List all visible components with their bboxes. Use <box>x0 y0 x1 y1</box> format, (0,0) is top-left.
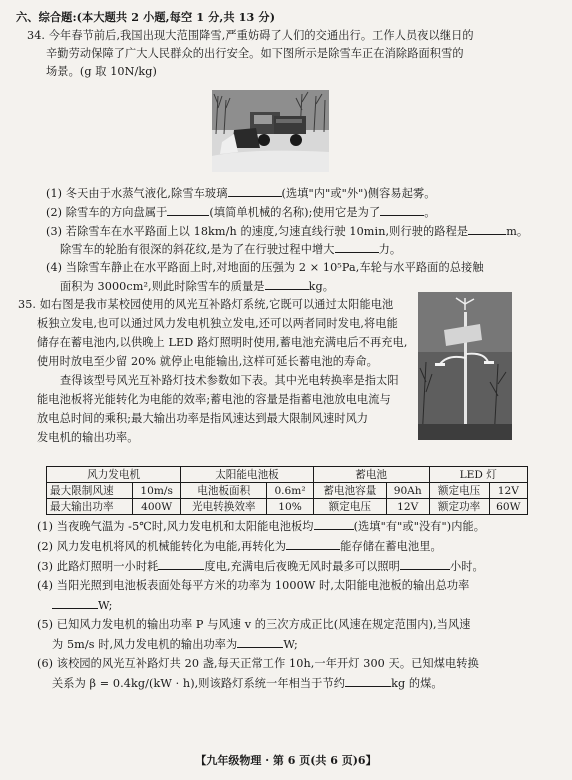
q35-part-6: (6) 该校园的风光互补路灯共 20 盏,每天正常工作 10h,一年开灯 300 天。已知煤电转换 <box>37 657 479 670</box>
q34-p4-answer-blank[interactable] <box>265 278 309 290</box>
q35-part-6-line-2: 关系为 β = 0.4kg/(kW · h),则该路灯系统一年相当于节约 kg 的煤。 <box>52 677 443 690</box>
q34-intro-line-2: 辛勤劳动保障了广大人民群众的出行安全。如下图所示是除雪车正在消除路面积雪的 <box>46 47 464 60</box>
q34-p3-answer-blank-2[interactable] <box>335 241 379 253</box>
q34-p2-answer-blank-2[interactable] <box>380 204 424 216</box>
q35-part-3: (3) 此路灯照明一小时耗 度电,充满电后夜晚无风时最多可以照明 小时。 <box>37 560 484 573</box>
q34-p2-answer-blank-1[interactable] <box>167 204 209 216</box>
q34-part-2: (2) 除雪车的方向盘属于 (填简单机械的名称);使用它是为了 。 <box>46 206 436 219</box>
table-cell: 电池板面积 <box>181 483 267 499</box>
spec-table-header-row <box>47 467 528 483</box>
q34-part-3: (3) 若除雪车在水平路面上以 18km/h 的速度,匀速直线行驶 10min,则行驶的路程是 m。 <box>46 225 529 238</box>
table-cell: 最大限制风速 <box>47 483 133 499</box>
table-cell: 400W <box>133 499 181 515</box>
q35-p4-answer-blank[interactable] <box>52 597 98 609</box>
q34-part-3-line-2: 除雪车的轮胎有很深的斜花纹,是为了在行驶过程中增大 力。 <box>60 243 402 256</box>
q34-part-4-line-2: 面积为 3000cm²,则此时除雪车的质量是 kg。 <box>60 280 335 293</box>
table-cell: 蓄电池容量 <box>313 483 386 499</box>
table-cell: 60W <box>489 499 527 515</box>
q34-p3-answer-blank-1[interactable] <box>468 223 506 235</box>
q35-part-4-line-2: W; <box>52 597 113 613</box>
q35-intro-line-1: 35. 如右图是我市某校园使用的风光互补路灯系统,它既可以通过太阳能电池 <box>18 298 394 311</box>
q35-intro-line-6: 能电池板将光能转化为电能的效率;蓄电池的容量是指蓄电池放电电流与 <box>37 393 391 406</box>
spec-header-wind: 风力发电机 <box>47 467 181 483</box>
q35-p3-answer-blank-1[interactable] <box>158 558 204 570</box>
page-footer: 【九年级物理 · 第 6 页(共 6 页)6】 <box>195 754 377 767</box>
table-row <box>47 499 528 515</box>
q34-part-4: (4) 当除雪车静止在水平路面上时,对地面的压强为 2 × 10⁵Pa,车轮与水平路面的总接触 <box>46 261 484 274</box>
q35-p3-answer-blank-2[interactable] <box>400 558 450 570</box>
q35-intro-line-8: 发电机的输出功率。 <box>37 431 139 444</box>
table-cell: 光电转换效率 <box>181 499 267 515</box>
table-cell: 额定电压 <box>313 499 386 515</box>
spec-header-led: LED 灯 <box>429 467 528 483</box>
q34-part-1: (1) 冬天由于水蒸气液化,除雪车玻璃 (选填"内"或"外")侧容易起雾。 <box>46 187 436 200</box>
q35-intro-line-7: 放电总时间的乘积;最大输出功率是指风速达到最大限制风速时风力 <box>37 412 369 425</box>
table-cell: 最大输出功率 <box>47 499 133 515</box>
q35-p2-answer-blank[interactable] <box>286 538 340 550</box>
q35-p1-answer-blank[interactable] <box>314 518 354 530</box>
q35-p6-answer-blank[interactable] <box>345 675 391 687</box>
table-cell: 0.6m² <box>267 483 314 499</box>
q35-intro-line-2: 板独立发电,也可以通过风力发电机独立发电,还可以两者同时发电,将电能 <box>37 317 398 330</box>
spec-header-solar: 太阳能电池板 <box>181 467 314 483</box>
q34-p1-answer-blank[interactable] <box>228 185 282 197</box>
q35-intro-line-4: 使用时放电至少留 20% 就停止电能输出,这样可延长蓄电池的寿命。 <box>37 355 378 368</box>
q34-intro-line-1: 34. 今年春节前后,我国出现大范围降雪,严重妨碍了人们的交通出行。工作人员夜以继日的 <box>27 29 474 42</box>
q35-part-4: (4) 当阳光照到电池板表面处每平方米的功率为 1000W 时,太阳能电池板的输出总功率 <box>37 579 470 592</box>
q35-part-5-line-2: 为 5m/s 时,风力发电机的输出功率为 W; <box>52 638 298 651</box>
table-cell: 10% <box>267 499 314 515</box>
table-row <box>47 483 528 499</box>
spec-table <box>46 466 528 515</box>
table-cell: 10m/s <box>133 483 181 499</box>
q34-intro-line-3: 场景。(g 取 10N/kg) <box>46 65 157 78</box>
table-cell: 额定电压 <box>429 483 489 499</box>
section-header: 六、综合题:(本大题共 2 小题,每空 1 分,共 13 分) <box>16 10 276 24</box>
table-cell: 12V <box>489 483 527 499</box>
street-light-photo <box>418 292 512 440</box>
spec-header-battery: 蓄电池 <box>313 467 429 483</box>
table-cell: 12V <box>386 499 429 515</box>
q35-p5-answer-blank[interactable] <box>237 636 283 648</box>
q35-intro-line-5: 查得该型号风光互补路灯技术参数如下表。其中光电转换率是指太阳 <box>60 374 399 387</box>
snowplow-photo <box>212 90 329 172</box>
table-cell: 额定功率 <box>429 499 489 515</box>
q35-part-1: (1) 当夜晚气温为 -5℃时,风力发电机和太阳能电池板均 (选填"有"或"没有")内能。 <box>37 520 486 533</box>
table-cell: 90Ah <box>386 483 429 499</box>
q35-part-5: (5) 已知风力发电机的输出功率 P 与风速 v 的三次方成正比(风速在规定范围内),当风速 <box>37 618 471 631</box>
q35-intro-line-3: 储存在蓄电池内,以供晚上 LED 路灯照明时使用,蓄电池充满电后不再充电, <box>37 336 408 349</box>
q35-part-2: (2) 风力发电机将风的机械能转化为电能,再转化为 能存储在蓄电池里。 <box>37 540 442 553</box>
